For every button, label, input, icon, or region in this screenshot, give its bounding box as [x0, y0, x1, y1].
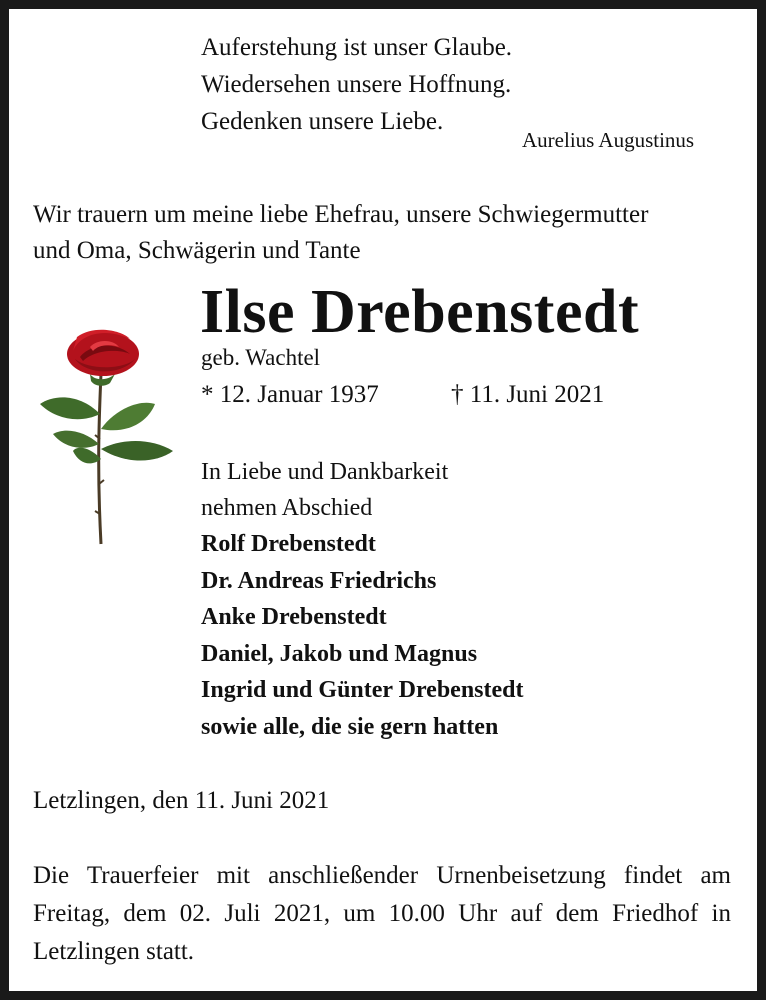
rose-leaf	[101, 441, 173, 461]
farewell-line: In Liebe und Dankbarkeit	[201, 459, 449, 485]
death-date: † 11. Juni 2021	[451, 381, 605, 408]
mourners-list	[201, 526, 524, 745]
birth-date: * 12. Januar 1937	[201, 381, 379, 408]
rose-leaf	[53, 431, 99, 448]
mourner: Dr. Andreas Friedrichs	[201, 567, 437, 594]
rose-image	[35, 319, 185, 549]
place-date: Letzlingen, den 11. Juni 2021	[33, 787, 330, 814]
quote-line: Auferstehung ist unser Glaube.	[201, 34, 513, 61]
deceased-name: Ilse Drebenstedt	[200, 278, 640, 346]
intro-text	[33, 197, 648, 269]
quote-author: Aurelius Augustinus	[522, 128, 695, 152]
farewell-line: nehmen Abschied	[201, 495, 373, 521]
intro-line: und Oma, Schwägerin und Tante	[33, 237, 361, 264]
intro-line: Wir trauern um meine liebe Ehefrau, unsere Schwiegermutter	[33, 201, 649, 228]
maiden-name: geb. Wachtel	[201, 345, 321, 370]
rose-leaf	[40, 397, 100, 419]
obituary-card	[9, 9, 757, 991]
rose-leaf	[73, 448, 101, 464]
ceremony-info: Die Trauerfeier mit anschließender Urnenbeisetzung findet am Freitag, dem 02. Juli 2021, um 10.00 Uhr auf dem Friedhof in Letzlingen statt.	[33, 862, 731, 965]
rose-leaf	[101, 403, 155, 431]
mourner: sowie alle, die sie gern hatten	[201, 713, 499, 740]
quote-line: Gedenken unsere Liebe.	[201, 108, 444, 135]
quote-line: Wiedersehen unsere Hoffnung.	[201, 71, 512, 98]
mourner: Ingrid und Günter Drebenstedt	[201, 677, 524, 703]
mourner: Rolf Drebenstedt	[201, 531, 376, 557]
quote	[201, 29, 512, 140]
farewell-text	[201, 454, 448, 526]
mourner: Anke Drebenstedt	[201, 604, 387, 630]
mourner: Daniel, Jakob und Magnus	[201, 640, 478, 667]
